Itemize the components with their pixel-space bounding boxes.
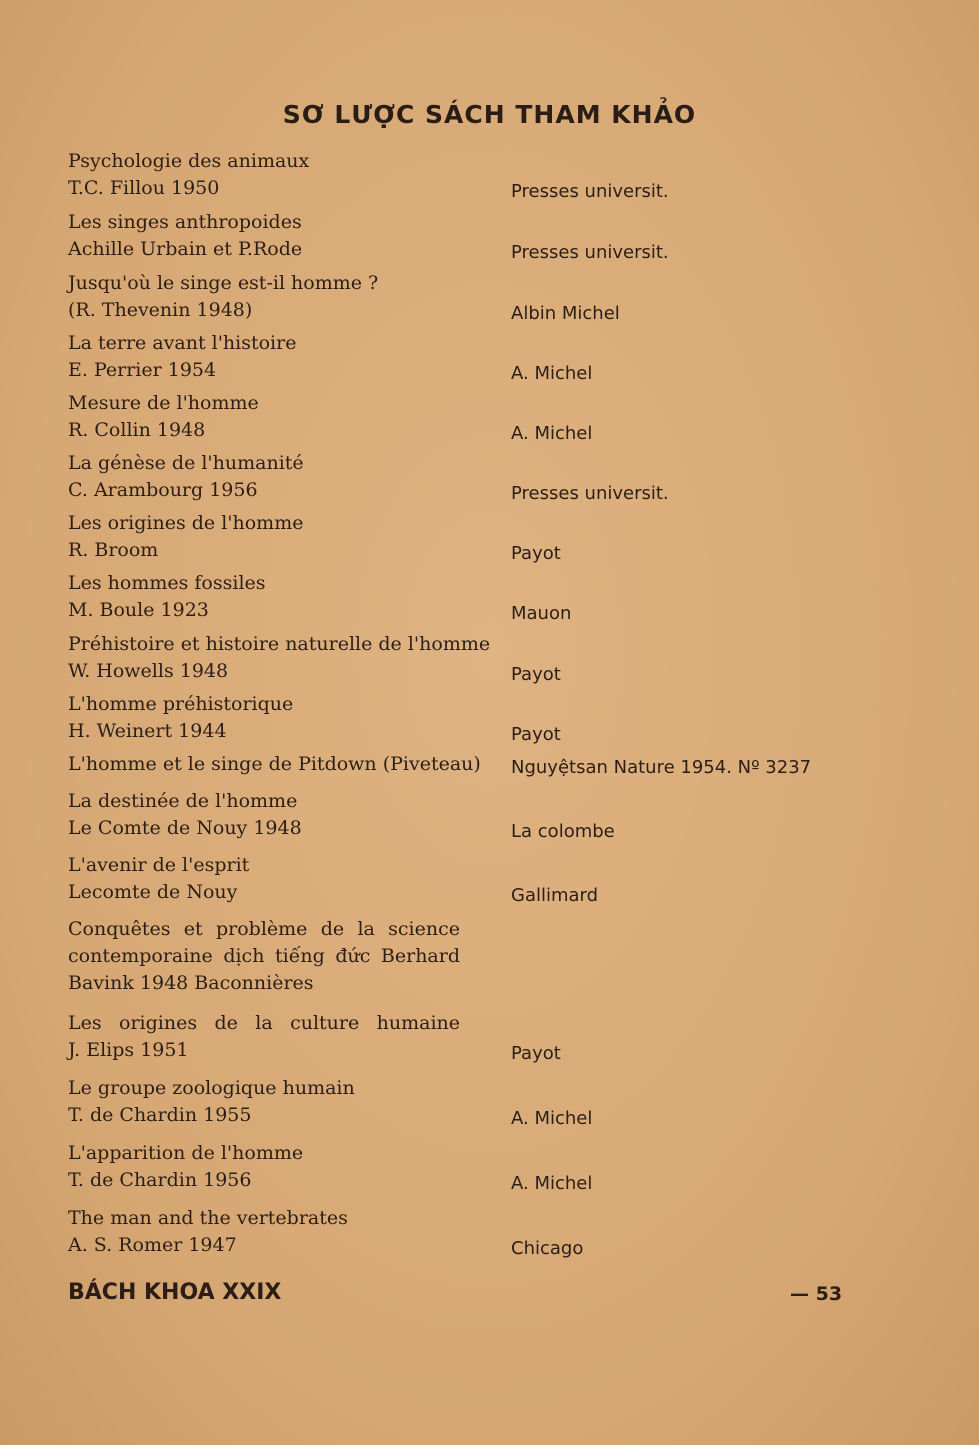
reference-entry — [68, 209, 460, 263]
reference-title: Les origines de l'homme — [68, 512, 304, 534]
reference-author: C. Arambourg 1956 — [68, 479, 258, 501]
reference-author: Achille Urbain et P.Rode — [68, 238, 303, 260]
reference-publisher: Payot — [511, 543, 561, 564]
reference-title: Préhistoire et histoire naturelle de l'homme — [68, 633, 491, 655]
reference-title: Les singes anthropoides — [68, 211, 302, 233]
reference-publisher: Mauon — [511, 603, 572, 624]
reference-publisher: La colombe — [511, 821, 615, 842]
page-title: SƠ LƯỢC SÁCH THAM KHẢO — [282, 100, 697, 129]
reference-title: L'avenir de l'esprit — [68, 854, 250, 876]
reference-entry — [68, 1075, 460, 1129]
reference-entry — [68, 1140, 460, 1194]
reference-entry — [68, 570, 460, 624]
reference-entry — [68, 270, 460, 324]
reference-publisher: Presses universit. — [511, 181, 669, 202]
reference-title: La destinée de l'homme — [68, 790, 298, 812]
reference-title: La génèse de l'humanité — [68, 452, 304, 474]
reference-author: Le Comte de Nouy 1948 — [68, 817, 302, 839]
reference-title: Jusqu'où le singe est-il homme ? — [68, 272, 379, 294]
reference-title: Les hommes fossiles — [68, 572, 266, 594]
reference-entry — [68, 390, 460, 444]
reference-publisher: A. Michel — [511, 1108, 593, 1129]
reference-publisher: Payot — [511, 1043, 561, 1064]
reference-publisher: Chicago — [511, 1238, 584, 1259]
reference-publisher: Presses universit. — [511, 483, 669, 504]
reference-title: Psychologie des animaux — [68, 150, 310, 172]
reference-title: La terre avant l'histoire — [68, 332, 297, 354]
reference-author: (R. Thevenin 1948) — [68, 299, 253, 321]
reference-publisher: A. Michel — [511, 1173, 593, 1194]
reference-title: Conquêtes et problème de la science — [68, 918, 460, 940]
reference-entry — [68, 788, 460, 842]
reference-author: R. Broom — [68, 539, 159, 561]
reference-entry — [68, 631, 491, 685]
reference-author: T.C. Fillou 1950 — [68, 177, 220, 199]
reference-entry — [68, 450, 460, 504]
reference-author: J. Elips 1951 — [68, 1039, 189, 1061]
reference-publisher: Payot — [511, 724, 561, 745]
reference-publisher: A. Michel — [511, 363, 593, 384]
reference-author: M. Boule 1923 — [68, 599, 209, 621]
reference-publisher: Gallimard — [511, 885, 599, 906]
reference-entry — [68, 1010, 460, 1064]
reference-entry — [68, 148, 460, 202]
reference-author: T. de Chardin 1955 — [68, 1104, 252, 1126]
reference-publisher: Payot — [511, 664, 561, 685]
reference-entry — [68, 751, 481, 778]
reference-title: Le groupe zoologique humain — [68, 1077, 355, 1099]
reference-entry — [68, 691, 460, 745]
reference-author: Lecomte de Nouy — [68, 881, 238, 903]
reference-author: E. Perrier 1954 — [68, 359, 217, 381]
reference-entry — [68, 330, 460, 384]
reference-publisher: A. Michel — [511, 423, 593, 444]
reference-author: contemporaine dịch tiếng đức Berhard — [68, 945, 460, 967]
reference-entry — [68, 1205, 460, 1259]
reference-author: H. Weinert 1944 — [68, 720, 227, 742]
reference-entry — [68, 510, 460, 564]
reference-entry — [68, 916, 460, 997]
reference-author: R. Collin 1948 — [68, 419, 206, 441]
reference-title: L'homme préhistorique — [68, 693, 294, 715]
reference-title: The man and the vertebrates — [68, 1207, 348, 1229]
reference-title: L'homme et le singe de Pitdown (Piveteau) — [68, 753, 481, 775]
reference-publisher: Albin Michel — [511, 303, 620, 324]
reference-publisher: Presses universit. — [511, 242, 669, 263]
reference-title: Mesure de l'homme — [68, 392, 259, 414]
reference-author: T. de Chardin 1956 — [68, 1169, 252, 1191]
reference-author: Bavink 1948 Baconnières — [68, 972, 314, 994]
reference-entry — [68, 852, 460, 906]
reference-publisher: Nguyệtsan Nature 1954. Nº 3237 — [511, 757, 812, 778]
reference-title: Les origines de la culture humaine — [68, 1012, 460, 1034]
reference-author: W. Howells 1948 — [68, 660, 229, 682]
journal-name: BÁCH KHOA XXIX — [68, 1280, 282, 1305]
reference-title: L'apparition de l'homme — [68, 1142, 304, 1164]
reference-author: A. S. Romer 1947 — [68, 1234, 237, 1256]
page-number: — 53 — [790, 1283, 843, 1305]
